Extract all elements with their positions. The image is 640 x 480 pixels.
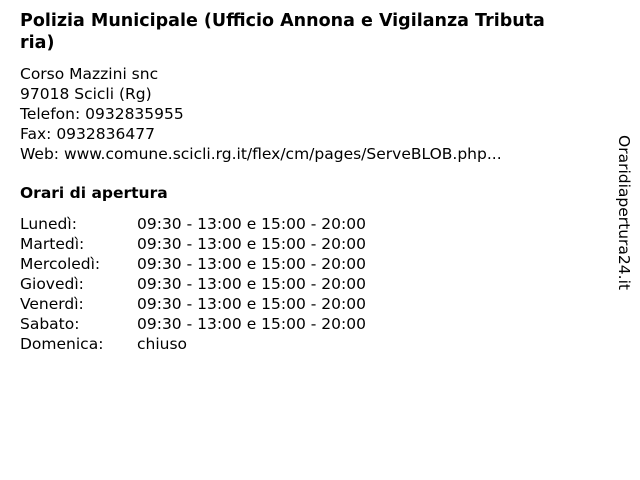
day-label: Domenica: (20, 335, 104, 353)
site-brand-watermark: Oraridiapertura24.it (615, 135, 633, 290)
page-title (20, 10, 630, 54)
address-block (20, 64, 502, 164)
hours-row-wednesday (20, 254, 366, 274)
time-value: chiuso (137, 335, 188, 353)
day-label: Venerdì: (20, 295, 84, 313)
street-address: Corso Mazzini snc (20, 65, 159, 83)
day-label: Sabato: (20, 315, 80, 333)
page-title-line-1: Polizia Municipale (Ufficio Annona e Vigilanza Tributa (20, 11, 545, 31)
time-value: 09:30 - 13:00 e 15:00 - 20:00 (137, 215, 366, 233)
time-value: 09:30 - 13:00 e 15:00 - 20:00 (137, 315, 366, 333)
hours-row-friday (20, 294, 366, 314)
phone-number: Telefon: 0932835955 (20, 105, 184, 123)
opening-hours-heading: Orari di apertura (20, 184, 168, 202)
hours-row-tuesday (20, 234, 366, 254)
time-value: 09:30 - 13:00 e 15:00 - 20:00 (137, 275, 366, 293)
hours-row-saturday (20, 314, 366, 334)
time-value: 09:30 - 13:00 e 15:00 - 20:00 (137, 295, 366, 313)
time-value: 09:30 - 13:00 e 15:00 - 20:00 (137, 255, 366, 273)
hours-row-sunday (20, 334, 366, 354)
day-label: Giovedì: (20, 275, 84, 293)
hours-row-thursday (20, 274, 366, 294)
day-label: Martedì: (20, 235, 85, 253)
opening-hours-table (20, 214, 366, 354)
page-title-line-2: ria) (20, 33, 55, 53)
day-label: Lunedì: (20, 215, 77, 233)
fax-number: Fax: 0932836477 (20, 125, 155, 143)
time-value: 09:30 - 13:00 e 15:00 - 20:00 (137, 235, 366, 253)
day-label: Mercoledì: (20, 255, 101, 273)
hours-row-monday (20, 214, 366, 234)
website-link[interactable]: Web: www.comune.scicli.rg.it/flex/cm/pages/ServeBLOB.php... (20, 145, 502, 163)
city-address: 97018 Scicli (Rg) (20, 85, 152, 103)
